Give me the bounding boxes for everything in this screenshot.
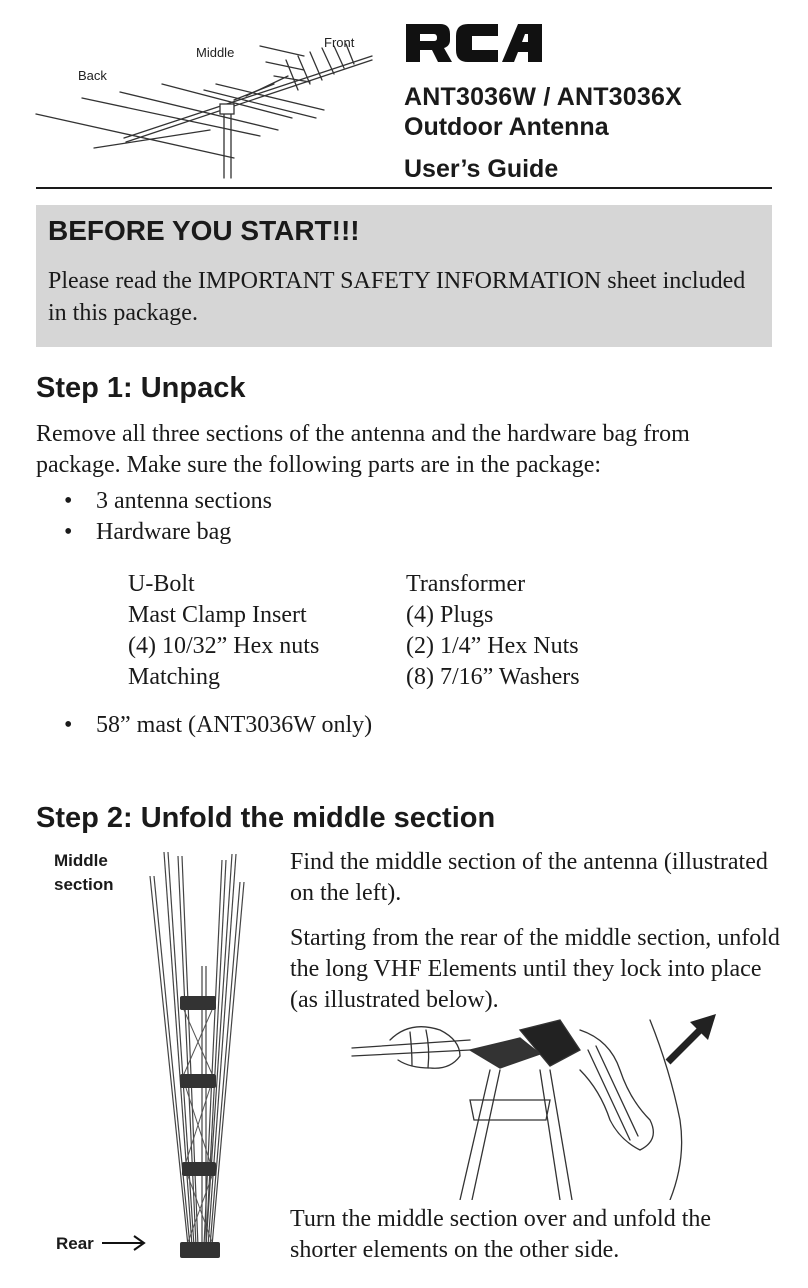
hardware-item: Transformer <box>406 571 526 597</box>
middle-section-label-line2: section <box>54 875 114 894</box>
bullet-marker: • <box>64 712 73 738</box>
bullet-marker: • <box>64 519 73 545</box>
step2-heading: Step 2: Unfold the middle section <box>36 802 496 834</box>
step2-paragraph-2: Starting from the rear of the middle section, unfold the long VHF Elements until they lock into place (as illustrated below). <box>290 925 780 1013</box>
middle-label: Middle <box>196 45 235 60</box>
hardware-item: Mast Clamp Insert <box>128 602 307 628</box>
model-title: ANT3036W / ANT3036X <box>404 83 682 111</box>
product-subtitle: Outdoor Antenna <box>404 113 609 141</box>
notice-heading: BEFORE YOU START!!! <box>48 215 360 246</box>
header-divider <box>36 187 772 189</box>
middle-section-label-line1: Middle <box>54 851 108 870</box>
middle-section-label <box>54 849 114 897</box>
hardware-item: (4) Plugs <box>406 602 494 628</box>
unfold-hand-illustration <box>350 1010 730 1200</box>
hardware-item: (2) 1/4” Hex Nuts <box>406 633 579 659</box>
list-item-text: Hardware bag <box>96 519 232 545</box>
hardware-item: U-Bolt <box>128 571 195 597</box>
rca-logo <box>404 22 544 64</box>
step2-paragraph-1: Find the middle section of the antenna (illustrated on the left). <box>290 849 768 906</box>
step2-paragraph-3: Turn the middle section over and unfold the shorter elements on the other side. <box>290 1206 712 1263</box>
list-item-text: 58” mast (ANT3036W only) <box>96 712 373 738</box>
hardware-item: (4) 10/32” Hex nuts <box>128 633 320 659</box>
step1-intro: Remove all three sections of the antenna and the hardware bag from package. Make sure the following parts are in the package: <box>36 421 690 478</box>
notice-text: Please read the IMPORTANT SAFETY INFORMATION sheet included in this package. <box>48 268 746 326</box>
hardware-list-right <box>406 569 580 693</box>
rear-label: Rear <box>56 1234 94 1253</box>
front-label: Front <box>324 35 355 50</box>
guide-title: User’s Guide <box>404 155 559 183</box>
list-item-text: 3 antenna sections <box>96 488 272 514</box>
back-label: Back <box>78 68 107 83</box>
bullet-marker: • <box>64 488 73 514</box>
hardware-list-left <box>128 569 319 693</box>
step1-heading: Step 1: Unpack <box>36 372 246 404</box>
hardware-item: (8) 7/16” Washers <box>406 664 580 690</box>
hardware-item: Matching <box>128 664 220 690</box>
middle-section-illustration <box>140 846 260 1266</box>
arrow-right-icon <box>100 1234 148 1252</box>
